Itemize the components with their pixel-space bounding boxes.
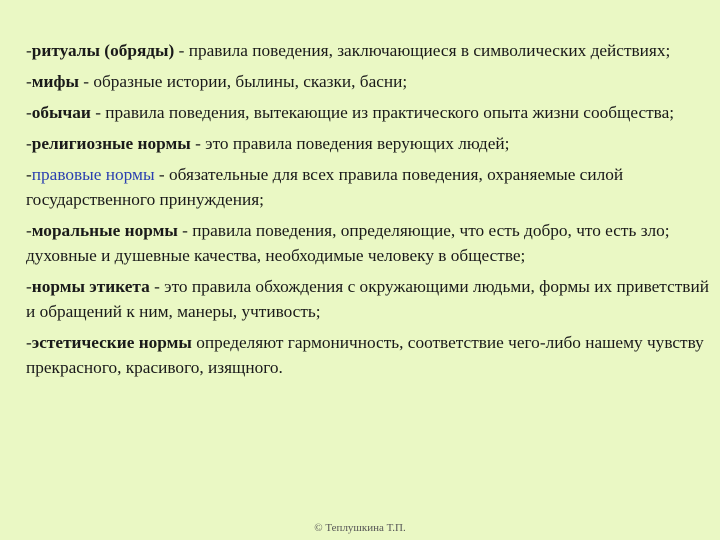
term-rituals: ритуалы (обряды) [31,41,175,60]
list-item-religious-norms: -религиозные нормы - это правила поведения верующих людей; [26,134,510,153]
term-religious-norms: религиозные нормы [31,134,191,153]
copyright-footer: © Теплушкина Т.П. [314,522,406,534]
term-etiquette-norms: нормы этикета [31,277,150,296]
list-item-moral-norms: -моральные нормы - правила поведения, определяющие, что есть добро, что есть зло; духовные и душевные качества, необходимые человеку в обществе; [26,221,670,265]
definitions-list [26,38,716,386]
term-moral-norms: моральные нормы [31,221,178,240]
list-item-customs: -обычаи - правила поведения, вытекающие из практического опыта жизни сообщества; [26,103,675,122]
term-myths: мифы [31,72,79,91]
list-item-etiquette-norms: -нормы этикета - это правила обхождения с окружающими людьми, формы их приветствий и обращений к ним, манеры, учтивость; [26,277,709,321]
list-item-myths: -мифы - образные истории, былины, сказки, басни; [26,72,408,91]
list-item-rituals: -ритуалы (обряды) - правила поведения, заключающиеся в символических действиях; [26,41,671,60]
list-item-legal-norms: -правовые нормы - обязательные для всех правила поведения, охраняемые силой государственного принуждения; [26,165,624,209]
term-legal-norms: правовые нормы [31,165,155,184]
term-aesthetic-norms: эстетические нормы [31,333,192,352]
list-item-aesthetic-norms: -эстетические нормы определяют гармоничность, соответствие чего-либо нашему чувству прекрасного, красивого, изящного. [26,333,704,377]
term-customs: обычаи [31,103,91,122]
